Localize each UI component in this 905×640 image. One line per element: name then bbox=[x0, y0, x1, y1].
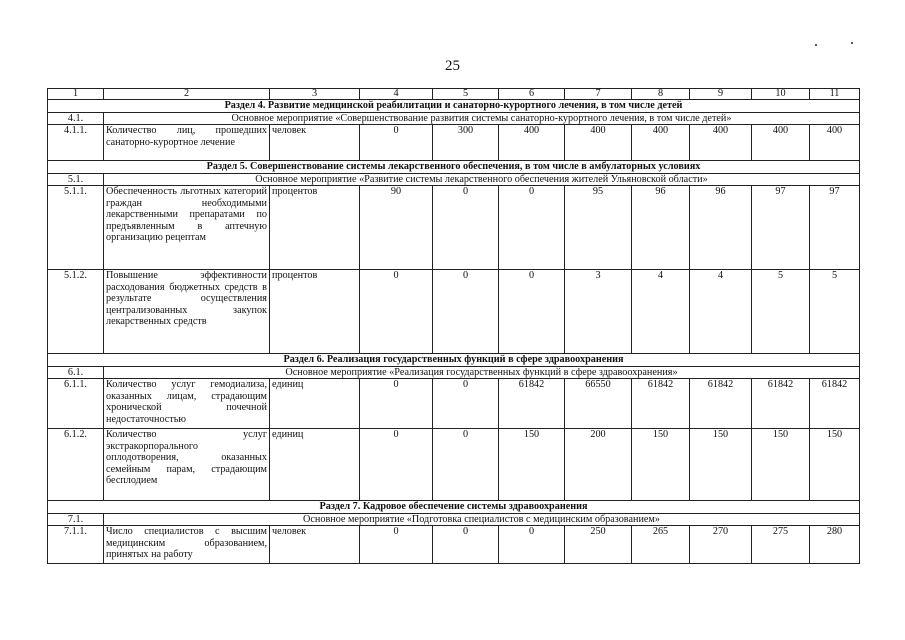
indicator-value: 0 bbox=[499, 526, 565, 564]
section-title: Раздел 6. Реализация государственных функций в сфере здравоохранения bbox=[48, 354, 860, 367]
indicator-value: 66550 bbox=[565, 379, 632, 429]
indicator-value: 61842 bbox=[690, 379, 752, 429]
indicator-value: 400 bbox=[632, 125, 690, 161]
indicator-value: 4 bbox=[690, 270, 752, 354]
measure-row bbox=[48, 367, 860, 379]
indicator-value: 5 bbox=[752, 270, 810, 354]
column-number: 2 bbox=[104, 89, 270, 100]
indicator-code: 6.1.2. bbox=[48, 429, 104, 501]
measure-code: 4.1. bbox=[48, 113, 104, 125]
indicator-code: 6.1.1. bbox=[48, 379, 104, 429]
indicator-code: 5.1.1. bbox=[48, 186, 104, 270]
measure-row bbox=[48, 113, 860, 125]
indicator-name: Повышение эффективности расходования бюджетных средств в результате осуществления централизованных закупок лекарственных средств bbox=[104, 270, 270, 354]
indicator-value: 0 bbox=[433, 526, 499, 564]
indicator-value: 0 bbox=[360, 270, 433, 354]
indicator-value: 0 bbox=[360, 429, 433, 501]
indicator-value: 0 bbox=[433, 270, 499, 354]
indicator-row bbox=[48, 270, 860, 354]
indicator-unit: процентов bbox=[270, 270, 360, 354]
indicator-value: 97 bbox=[810, 186, 860, 270]
column-number: 3 bbox=[270, 89, 360, 100]
indicator-value: 270 bbox=[690, 526, 752, 564]
indicator-value: 275 bbox=[752, 526, 810, 564]
indicator-value: 61842 bbox=[499, 379, 565, 429]
indicator-value: 0 bbox=[433, 186, 499, 270]
indicator-value: 265 bbox=[632, 526, 690, 564]
measure-text: Основное мероприятие «Развитие системы лекарственного обеспечения жителей Ульяновской области» bbox=[104, 174, 860, 186]
column-number: 1 bbox=[48, 89, 104, 100]
indicator-code: 4.1.1. bbox=[48, 125, 104, 161]
indicator-unit: человек bbox=[270, 125, 360, 161]
indicator-name: Число специалистов с высшим медицинским образованием, принятых на работу bbox=[104, 526, 270, 564]
section-row bbox=[48, 354, 860, 367]
indicator-value: 150 bbox=[632, 429, 690, 501]
indicator-row bbox=[48, 429, 860, 501]
indicator-value: 400 bbox=[499, 125, 565, 161]
indicator-value: 5 bbox=[810, 270, 860, 354]
indicator-row bbox=[48, 526, 860, 564]
indicator-value: 95 bbox=[565, 186, 632, 270]
indicator-name: Количество лиц, прошедших санаторно-курортное лечение bbox=[104, 125, 270, 161]
column-number: 5 bbox=[433, 89, 499, 100]
indicator-unit: человек bbox=[270, 526, 360, 564]
indicator-name: Количество услуг гемодиализа, оказанных лицам, страдающим хронической почечной недостаточностью bbox=[104, 379, 270, 429]
measure-text: Основное мероприятие «Подготовка специалистов с медицинским образованием» bbox=[104, 514, 860, 526]
indicator-value: 0 bbox=[499, 270, 565, 354]
indicator-value: 61842 bbox=[810, 379, 860, 429]
measure-code: 6.1. bbox=[48, 367, 104, 379]
indicator-value: 0 bbox=[499, 186, 565, 270]
section-row bbox=[48, 100, 860, 113]
indicator-value: 4 bbox=[632, 270, 690, 354]
indicator-value: 400 bbox=[565, 125, 632, 161]
measure-text: Основное мероприятие «Реализация государственных функций в сфере здравоохранения» bbox=[104, 367, 860, 379]
indicator-value: 400 bbox=[690, 125, 752, 161]
section-title: Раздел 7. Кадровое обеспечение системы здравоохранения bbox=[48, 501, 860, 514]
column-number: 7 bbox=[565, 89, 632, 100]
indicator-value: 150 bbox=[752, 429, 810, 501]
indicator-value: 150 bbox=[810, 429, 860, 501]
indicator-value: 280 bbox=[810, 526, 860, 564]
column-numbers-row bbox=[48, 89, 860, 100]
column-number: 9 bbox=[690, 89, 752, 100]
indicator-row bbox=[48, 379, 860, 429]
column-number: 8 bbox=[632, 89, 690, 100]
indicator-value: 61842 bbox=[632, 379, 690, 429]
section-row bbox=[48, 501, 860, 514]
measure-code: 5.1. bbox=[48, 174, 104, 186]
indicator-value: 200 bbox=[565, 429, 632, 501]
indicator-value: 0 bbox=[360, 125, 433, 161]
indicator-value: 250 bbox=[565, 526, 632, 564]
section-row bbox=[48, 161, 860, 174]
indicator-row bbox=[48, 186, 860, 270]
column-number: 10 bbox=[752, 89, 810, 100]
indicator-value: 0 bbox=[433, 379, 499, 429]
indicator-value: 0 bbox=[433, 429, 499, 501]
indicator-unit: единиц bbox=[270, 379, 360, 429]
indicator-code: 7.1.1. bbox=[48, 526, 104, 564]
scan-speck bbox=[851, 42, 853, 44]
indicator-code: 5.1.2. bbox=[48, 270, 104, 354]
scan-speck bbox=[815, 44, 817, 46]
indicator-name: Обеспеченность льготных категорий граждан необходимыми лекарственными препаратами по предъявленным в аптечную организацию рецептам bbox=[104, 186, 270, 270]
indicator-value: 150 bbox=[499, 429, 565, 501]
measure-text: Основное мероприятие «Совершенствование развития системы санаторно-курортного лечения, в том числе детей» bbox=[104, 113, 860, 125]
page-number: 25 bbox=[445, 58, 460, 74]
indicator-unit: единиц bbox=[270, 429, 360, 501]
column-number: 6 bbox=[499, 89, 565, 100]
measure-row bbox=[48, 514, 860, 526]
indicator-name: Количество услуг экстракорпорального оплодотворения, оказанных семейным парам, страдающим бесплодием bbox=[104, 429, 270, 501]
indicator-value: 96 bbox=[690, 186, 752, 270]
measure-row bbox=[48, 174, 860, 186]
indicator-row bbox=[48, 125, 860, 161]
indicator-value: 0 bbox=[360, 526, 433, 564]
indicator-value: 96 bbox=[632, 186, 690, 270]
indicator-value: 61842 bbox=[752, 379, 810, 429]
indicator-value: 400 bbox=[752, 125, 810, 161]
indicators-table bbox=[47, 88, 860, 564]
column-number: 4 bbox=[360, 89, 433, 100]
indicator-unit: процентов bbox=[270, 186, 360, 270]
measure-code: 7.1. bbox=[48, 514, 104, 526]
indicator-value: 150 bbox=[690, 429, 752, 501]
indicator-value: 400 bbox=[810, 125, 860, 161]
indicator-value: 97 bbox=[752, 186, 810, 270]
indicator-value: 3 bbox=[565, 270, 632, 354]
column-number: 11 bbox=[810, 89, 860, 100]
section-title: Раздел 5. Совершенствование системы лекарственного обеспечения, в том числе в амбулаторных условиях bbox=[48, 161, 860, 174]
indicator-value: 0 bbox=[360, 379, 433, 429]
indicator-value: 90 bbox=[360, 186, 433, 270]
section-title: Раздел 4. Развитие медицинской реабилитации и санаторно-курортного лечения, в том числе детей bbox=[48, 100, 860, 113]
indicator-value: 300 bbox=[433, 125, 499, 161]
